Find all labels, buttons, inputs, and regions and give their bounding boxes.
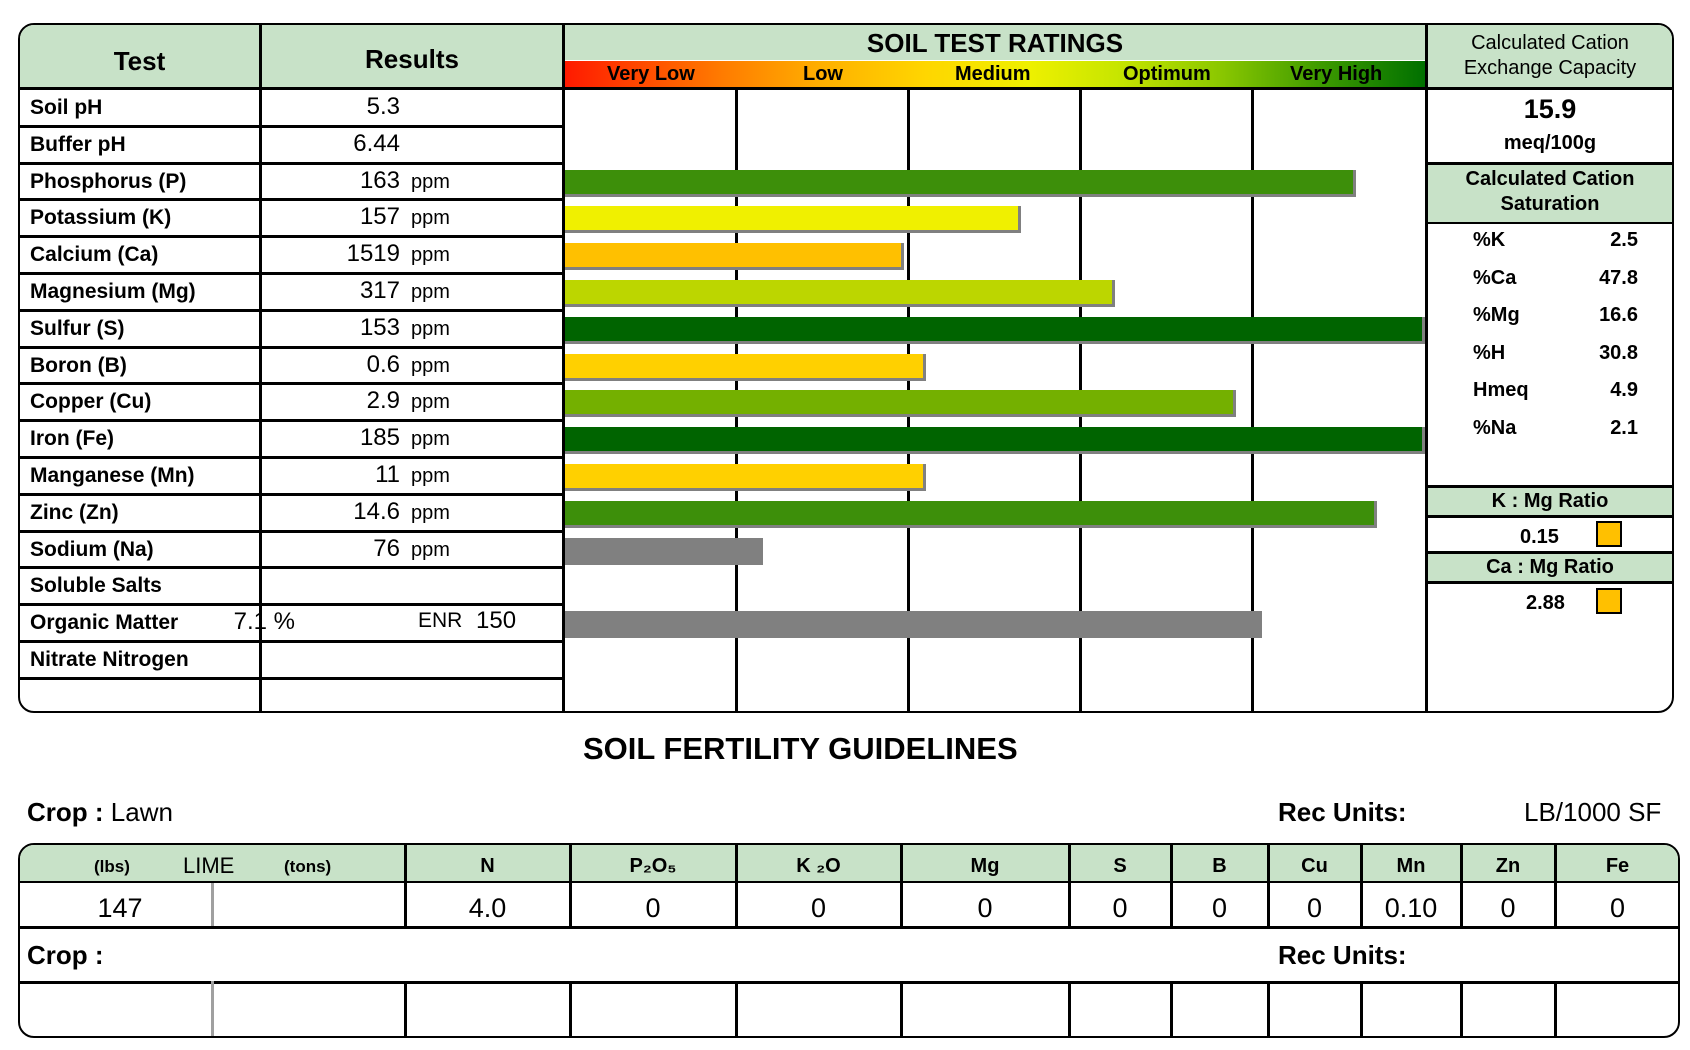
rating-bar — [565, 206, 1021, 233]
divider — [1428, 222, 1672, 224]
rating-low-label: Low — [803, 63, 843, 85]
rating-bar — [565, 243, 904, 270]
result-value: 153 — [359, 313, 400, 341]
nutrient-value: 4.0 — [468, 893, 507, 923]
rating-bar — [565, 317, 1425, 344]
nutrient-value: 0 — [645, 893, 661, 923]
result-unit: ppm — [411, 538, 450, 561]
result-value: 6.44 — [353, 129, 400, 157]
result-value: 163 — [359, 166, 400, 194]
result-value: 2.9 — [366, 387, 400, 415]
ratings-title: SOIL TEST RATINGS — [866, 28, 1124, 58]
rating-bar — [565, 501, 1377, 528]
row-divider — [18, 530, 562, 533]
row-divider — [18, 603, 562, 606]
rating-medium-label: Medium — [955, 63, 1031, 85]
crop-label: Crop : — [27, 797, 104, 827]
row-divider — [18, 198, 562, 201]
saturation-label: %Ca — [1473, 266, 1517, 289]
saturation-header-line2: Saturation — [1500, 193, 1600, 215]
result-value: 0.6 — [366, 350, 400, 378]
result-unit: ppm — [411, 207, 450, 230]
ca-mg-ratio-indicator — [1596, 588, 1622, 614]
divider — [1428, 581, 1672, 584]
column-divider — [404, 981, 407, 1036]
nutrient-column-header: Fe — [1605, 855, 1630, 877]
test-column-header: Test — [113, 46, 166, 76]
row-divider — [18, 382, 562, 385]
rating-scale-labels — [565, 61, 1425, 87]
nutrient-column-header: Mn — [1396, 855, 1426, 877]
test-name: Manganese (Mn) — [30, 464, 195, 487]
test-name: Boron (B) — [30, 353, 127, 377]
test-name: Sodium (Na) — [30, 537, 154, 561]
result-value: 7.1 % — [233, 608, 295, 636]
row-divider — [18, 125, 562, 128]
row-divider — [18, 162, 562, 165]
nutrient-value: 0 — [810, 893, 827, 923]
row-divider — [18, 456, 562, 459]
saturation-value: 2.5 — [1610, 229, 1638, 251]
column-divider — [569, 981, 572, 1036]
row-divider — [18, 419, 562, 422]
rec-units2-label: Rec Units: — [1278, 940, 1407, 970]
rating-bar — [565, 611, 1262, 638]
column-divider — [735, 981, 738, 1036]
test-name: Iron (Fe) — [30, 427, 114, 451]
result-value: 317 — [359, 277, 400, 304]
column-divider — [1460, 981, 1463, 1036]
test-name: Magnesium (Mg) — [30, 280, 196, 303]
lime-tons-header: (tons) — [284, 857, 332, 876]
test-name: Buffer pH — [30, 132, 126, 156]
lime-lbs-value: 147 — [97, 893, 143, 923]
test-name: Copper (Cu) — [30, 390, 152, 414]
nutrient-value: 0 — [977, 893, 993, 923]
saturation-value: 4.9 — [1610, 379, 1638, 401]
test-name: Soluble Salts — [30, 574, 162, 598]
column-divider — [1360, 981, 1363, 1036]
nutrient-column-header: P₂O₅ — [629, 855, 677, 877]
result-value: 157 — [359, 203, 400, 231]
result-value: 11 — [375, 461, 400, 488]
crop-row — [27, 797, 173, 828]
guidelines-title: SOIL FERTILITY GUIDELINES — [583, 731, 1018, 766]
nutrient-column-header: Mg — [970, 855, 1000, 877]
nutrient-column-header: S — [1113, 855, 1127, 877]
saturation-header — [1428, 167, 1672, 217]
test-name: Phosphorus (P) — [30, 169, 187, 193]
saturation-header-line1: Calculated Cation — [1465, 168, 1635, 190]
rating-bar — [565, 538, 763, 565]
lime-lbs-header: (lbs) — [94, 857, 130, 876]
row-divider — [18, 346, 562, 349]
column-divider — [1554, 981, 1557, 1036]
cec-unit: meq/100g — [1503, 132, 1597, 154]
saturation-label: %Mg — [1473, 304, 1520, 326]
nutrient-value: 0.10 — [1384, 893, 1438, 923]
nutrient-column-header: Zn — [1495, 855, 1521, 877]
row-divider — [18, 272, 562, 275]
k-mg-ratio-indicator — [1596, 521, 1622, 547]
rating-bar — [565, 427, 1425, 454]
cec-header-line1: Calculated Cation — [1471, 32, 1629, 54]
saturation-label: %H — [1473, 341, 1506, 364]
nutrient-value: 0 — [1112, 893, 1128, 923]
rating-bar — [565, 280, 1115, 307]
ca-mg-ratio-value: 2.88 — [1526, 592, 1565, 614]
result-unit: ppm — [411, 501, 450, 524]
rec-units-value: LB/1000 SF — [1524, 797, 1662, 827]
cec-value: 15.9 — [1523, 94, 1577, 124]
enr-value: 150 — [476, 607, 517, 634]
test-name: Calcium (Ca) — [30, 243, 159, 267]
rating-very-low-label: Very Low — [607, 63, 695, 85]
column-divider — [1068, 981, 1071, 1036]
nutrient-value: 0 — [1609, 893, 1626, 923]
k-mg-ratio-value: 0.15 — [1520, 526, 1559, 548]
saturation-value: 47.8 — [1599, 266, 1638, 289]
divider — [1425, 23, 1428, 713]
result-value: 14.6 — [353, 497, 400, 525]
lime-header: LIME — [183, 853, 235, 878]
enr-label: ENR — [418, 609, 463, 632]
column-divider — [900, 981, 903, 1036]
cec-header — [1428, 31, 1672, 81]
column-divider — [1267, 981, 1270, 1036]
result-unit: ppm — [411, 317, 450, 340]
divider — [18, 981, 1680, 984]
result-unit: ppm — [411, 170, 450, 193]
nutrient-value: 0 — [1211, 893, 1228, 923]
test-name: Potassium (K) — [30, 206, 172, 230]
saturation-value: 2.1 — [1610, 416, 1638, 439]
rating-very-high-label: Very High — [1290, 63, 1383, 85]
result-unit: ppm — [411, 244, 450, 267]
row-divider — [18, 640, 562, 643]
saturation-label: Hmeq — [1473, 379, 1529, 401]
result-unit: ppm — [411, 354, 450, 377]
test-name: Soil pH — [30, 96, 103, 119]
row-divider — [18, 677, 562, 680]
rec-units-label: Rec Units: — [1278, 797, 1407, 827]
saturation-label: %K — [1473, 229, 1506, 251]
row-divider — [18, 309, 562, 312]
nutrient-column-header: B — [1212, 855, 1227, 877]
row-divider — [18, 566, 562, 569]
saturation-label: %Na — [1473, 416, 1517, 439]
nutrient-column-header: N — [480, 855, 495, 877]
saturation-value: 30.8 — [1599, 341, 1638, 364]
results-column-header: Results — [365, 44, 459, 74]
rating-optimum-label: Optimum — [1123, 63, 1211, 85]
saturation-value: 16.6 — [1599, 304, 1638, 326]
row-divider — [18, 493, 562, 496]
rating-bar — [565, 464, 926, 491]
result-value: 76 — [373, 534, 400, 562]
nutrient-column-header: K ₂O — [796, 855, 841, 877]
header-bottom-line — [18, 87, 1672, 90]
k-mg-ratio-label: K : Mg Ratio — [1491, 490, 1609, 512]
nutrient-column-header: Cu — [1301, 855, 1328, 877]
ca-mg-ratio-label: Ca : Mg Ratio — [1486, 556, 1614, 578]
lime-split-divider — [211, 981, 214, 1036]
result-unit: ppm — [411, 465, 450, 487]
rating-bar — [565, 170, 1356, 197]
cec-header-line2: Exchange Capacity — [1463, 57, 1637, 79]
rating-bar — [565, 354, 926, 381]
divider — [18, 926, 1680, 929]
crop-value: Lawn — [110, 797, 173, 827]
nutrient-value: 0 — [1306, 893, 1323, 923]
rating-bar — [565, 390, 1236, 417]
nutrient-value: 0 — [1500, 893, 1516, 923]
crop2-label: Crop : — [27, 940, 104, 970]
result-unit: ppm — [411, 428, 450, 451]
result-unit: ppm — [411, 391, 450, 414]
row-divider — [18, 235, 562, 238]
divider — [18, 881, 1680, 883]
test-name: Zinc (Zn) — [30, 500, 119, 524]
result-unit: ppm — [411, 281, 450, 303]
result-value: 5.3 — [366, 93, 400, 120]
divider — [1428, 515, 1672, 518]
result-value: 185 — [359, 424, 400, 452]
test-name: Organic Matter — [30, 611, 179, 635]
test-name: Sulfur (S) — [30, 316, 125, 340]
result-value: 1519 — [346, 240, 400, 268]
test-name: Nitrate Nitrogen — [30, 648, 189, 671]
column-divider — [1170, 981, 1173, 1036]
